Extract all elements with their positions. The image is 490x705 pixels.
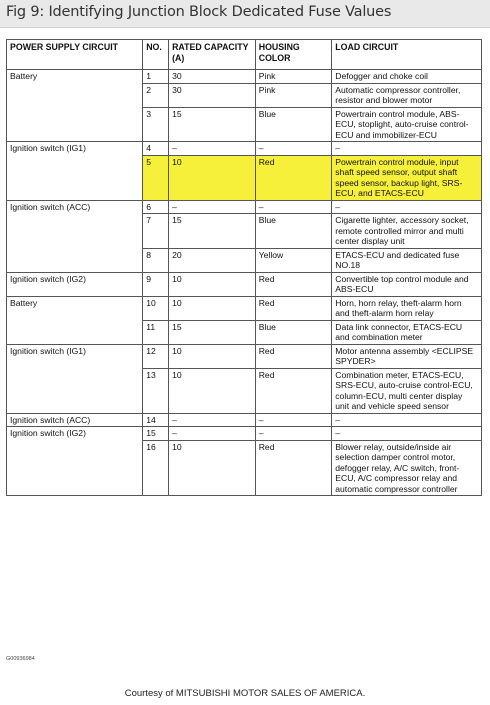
cell-housing-color: Pink xyxy=(255,70,332,84)
cell-power-supply-circuit: Ignition switch (ACC) xyxy=(7,200,143,214)
cell-housing-color: Red xyxy=(255,344,332,368)
cell-rated-capacity: 10 xyxy=(169,344,256,368)
header-rated-capacity: RATED CAPACITY (A) xyxy=(169,40,256,70)
cell-power-supply-circuit xyxy=(7,440,143,496)
cell-load-circuit: – xyxy=(332,142,482,156)
table-row xyxy=(7,70,482,84)
cell-power-supply-circuit: Ignition switch (IG2) xyxy=(7,272,143,296)
cell-load-circuit: Convertible top control module and ABS-ECU xyxy=(332,272,482,296)
cell-rated-capacity: 15 xyxy=(169,320,256,344)
cell-housing-color: – xyxy=(255,200,332,214)
cell-no: 4 xyxy=(143,142,169,156)
cell-power-supply-circuit: Ignition switch (IG2) xyxy=(7,427,143,441)
cell-rated-capacity: 15 xyxy=(169,214,256,249)
cell-no: 2 xyxy=(143,83,169,107)
cell-no: 14 xyxy=(143,413,169,427)
cell-load-circuit: – xyxy=(332,427,482,441)
cell-power-supply-circuit xyxy=(7,214,143,249)
table-row xyxy=(7,320,482,344)
fuse-table-wrapper xyxy=(6,39,482,496)
cell-load-circuit: Motor antenna assembly <ECLIPSE SPYDER> xyxy=(332,344,482,368)
table-row xyxy=(7,200,482,214)
cell-housing-color: Yellow xyxy=(255,248,332,272)
cell-no: 9 xyxy=(143,272,169,296)
cell-load-circuit: Powertrain control module, ABS-ECU, stoplight, auto-cruise control-ECU and immobilizer-ECU xyxy=(332,107,482,142)
cell-housing-color: Blue xyxy=(255,214,332,249)
cell-power-supply-circuit: Battery xyxy=(7,70,143,84)
cell-load-circuit: Defogger and choke coil xyxy=(332,70,482,84)
table-body xyxy=(7,70,482,496)
cell-rated-capacity: – xyxy=(169,413,256,427)
cell-rated-capacity: 30 xyxy=(169,83,256,107)
cell-load-circuit: Data link connector, ETACS-ECU and combination meter xyxy=(332,320,482,344)
cell-no: 7 xyxy=(143,214,169,249)
cell-power-supply-circuit xyxy=(7,155,143,200)
cell-rated-capacity: 30 xyxy=(169,70,256,84)
header-load-circuit: LOAD CIRCUIT xyxy=(332,40,482,70)
figure-title: Fig 9: Identifying Junction Block Dedicated Fuse Values xyxy=(6,4,392,20)
cell-housing-color: Red xyxy=(255,440,332,496)
cell-no: 8 xyxy=(143,248,169,272)
cell-no: 12 xyxy=(143,344,169,368)
table-row xyxy=(7,296,482,320)
cell-housing-color: Blue xyxy=(255,320,332,344)
cell-power-supply-circuit xyxy=(7,368,143,413)
cell-housing-color: – xyxy=(255,142,332,156)
figure-title-bar xyxy=(0,0,490,28)
cell-load-circuit: Horn, horn relay, theft-alarm horn and theft-alarm horn relay xyxy=(332,296,482,320)
cell-no: 16 xyxy=(143,440,169,496)
header-housing-color: HOUSING COLOR xyxy=(255,40,332,70)
cell-power-supply-circuit: Ignition switch (IG1) xyxy=(7,142,143,156)
cell-no: 1 xyxy=(143,70,169,84)
cell-rated-capacity: 10 xyxy=(169,155,256,200)
table-row xyxy=(7,368,482,413)
cell-no: 10 xyxy=(143,296,169,320)
cell-load-circuit: – xyxy=(332,413,482,427)
cell-load-circuit: Automatic compressor controller, resistor and blower motor xyxy=(332,83,482,107)
cell-power-supply-circuit xyxy=(7,107,143,142)
cell-power-supply-circuit xyxy=(7,83,143,107)
table-row xyxy=(7,155,482,200)
cell-rated-capacity: 10 xyxy=(169,296,256,320)
table-row xyxy=(7,142,482,156)
cell-power-supply-circuit: Battery xyxy=(7,296,143,320)
cell-rated-capacity: – xyxy=(169,142,256,156)
table-row xyxy=(7,272,482,296)
cell-no: 11 xyxy=(143,320,169,344)
cell-power-supply-circuit xyxy=(7,248,143,272)
cell-housing-color: – xyxy=(255,427,332,441)
cell-power-supply-circuit xyxy=(7,320,143,344)
figure-code: G00936984 xyxy=(6,656,35,662)
table-row xyxy=(7,83,482,107)
cell-housing-color: Red xyxy=(255,155,332,200)
cell-power-supply-circuit: Ignition switch (IG1) xyxy=(7,344,143,368)
cell-housing-color: Red xyxy=(255,368,332,413)
cell-housing-color: – xyxy=(255,413,332,427)
courtesy-caption: Courtesy of MITSUBISHI MOTOR SALES OF AMERICA. xyxy=(124,688,366,699)
cell-no: 3 xyxy=(143,107,169,142)
table-row xyxy=(7,427,482,441)
cell-housing-color: Red xyxy=(255,272,332,296)
table-row xyxy=(7,214,482,249)
cell-load-circuit: – xyxy=(332,200,482,214)
cell-housing-color: Red xyxy=(255,296,332,320)
cell-rated-capacity: 20 xyxy=(169,248,256,272)
table-row xyxy=(7,440,482,496)
fuse-table xyxy=(6,39,482,496)
cell-no: 15 xyxy=(143,427,169,441)
cell-no: 5 xyxy=(143,155,169,200)
cell-rated-capacity: 10 xyxy=(169,440,256,496)
cell-rated-capacity: 10 xyxy=(169,272,256,296)
table-row xyxy=(7,107,482,142)
cell-housing-color: Pink xyxy=(255,83,332,107)
table-row xyxy=(7,248,482,272)
cell-load-circuit: Blower relay, outside/inside air selection damper control motor, defogger relay, A/C switch, front-ECU, A/C compressor relay and automatic compressor controller xyxy=(332,440,482,496)
header-no: NO. xyxy=(143,40,169,70)
cell-housing-color: Blue xyxy=(255,107,332,142)
cell-load-circuit: Combination meter, ETACS-ECU, SRS-ECU, auto-cruise control-ECU, column-ECU, multi center display unit and vehicle speed sensor xyxy=(332,368,482,413)
table-header-row xyxy=(7,40,482,70)
cell-rated-capacity: – xyxy=(169,427,256,441)
cell-rated-capacity: 15 xyxy=(169,107,256,142)
cell-rated-capacity: 10 xyxy=(169,368,256,413)
cell-load-circuit: ETACS-ECU and dedicated fuse NO.18 xyxy=(332,248,482,272)
cell-load-circuit: Cigarette lighter, accessory socket, remote controlled mirror and multi center display unit xyxy=(332,214,482,249)
table-row xyxy=(7,413,482,427)
cell-power-supply-circuit: Ignition switch (ACC) xyxy=(7,413,143,427)
cell-rated-capacity: – xyxy=(169,200,256,214)
table-row xyxy=(7,344,482,368)
cell-load-circuit: Powertrain control module, input shaft speed sensor, output shaft speed sensor, backup light, SRS-ECU, and ETACS-ECU xyxy=(332,155,482,200)
cell-no: 6 xyxy=(143,200,169,214)
header-power-supply-circuit: POWER SUPPLY CIRCUIT xyxy=(7,40,143,70)
cell-no: 13 xyxy=(143,368,169,413)
